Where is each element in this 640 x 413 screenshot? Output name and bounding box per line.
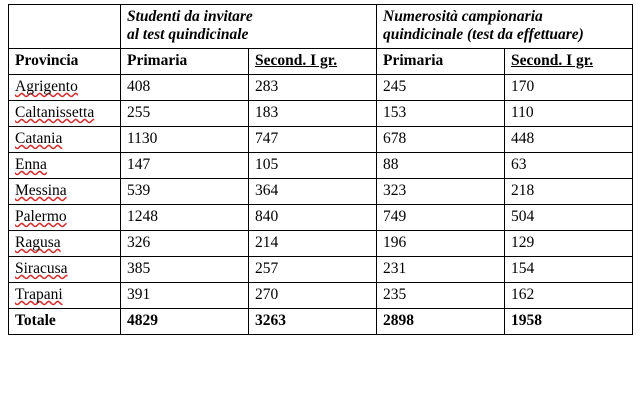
cell-invitare-secondaria: 364 bbox=[249, 178, 377, 204]
group-header-invitare-line2: al test quindicinale bbox=[127, 25, 249, 43]
cell-invitare-secondaria: 183 bbox=[249, 100, 377, 126]
cell-invitare-secondaria: 257 bbox=[249, 256, 377, 282]
cell-campionaria-secondaria: 170 bbox=[505, 74, 633, 100]
group-header-invitare-line1: Studenti da invitare bbox=[127, 8, 253, 25]
cell-campionaria-secondaria: 154 bbox=[505, 256, 633, 282]
cell-provincia: Ragusa bbox=[9, 230, 121, 256]
table-container bbox=[8, 4, 632, 335]
cell-invitare-secondaria: 214 bbox=[249, 230, 377, 256]
cell-campionaria-primaria: 196 bbox=[377, 230, 505, 256]
table-row bbox=[9, 178, 633, 204]
cell-provincia: Siracusa bbox=[9, 256, 121, 282]
group-header-row bbox=[9, 5, 633, 49]
cell-total-campionaria-primaria: 2898 bbox=[377, 308, 505, 334]
cell-invitare-secondaria: 747 bbox=[249, 126, 377, 152]
cell-total-invitare-primaria: 4829 bbox=[121, 308, 249, 334]
cell-invitare-primaria: 391 bbox=[121, 282, 249, 308]
table-row bbox=[9, 204, 633, 230]
cell-campionaria-secondaria: 504 bbox=[505, 204, 633, 230]
cell-provincia: Enna bbox=[9, 152, 121, 178]
cell-invitare-primaria: 255 bbox=[121, 100, 249, 126]
table-total-row bbox=[9, 308, 633, 334]
cell-provincia: Agrigento bbox=[9, 74, 121, 100]
table-row bbox=[9, 100, 633, 126]
cell-campionaria-primaria: 88 bbox=[377, 152, 505, 178]
column-header-invitare-secondaria: Second. I gr. bbox=[249, 48, 377, 74]
table-row bbox=[9, 230, 633, 256]
group-header-invitare bbox=[121, 5, 377, 49]
cell-invitare-primaria: 326 bbox=[121, 230, 249, 256]
column-header-row bbox=[9, 48, 633, 74]
cell-campionaria-primaria: 235 bbox=[377, 282, 505, 308]
cell-campionaria-primaria: 153 bbox=[377, 100, 505, 126]
cell-invitare-primaria: 1248 bbox=[121, 204, 249, 230]
cell-invitare-primaria: 147 bbox=[121, 152, 249, 178]
cell-campionaria-primaria: 749 bbox=[377, 204, 505, 230]
cell-campionaria-secondaria: 448 bbox=[505, 126, 633, 152]
column-header-campionaria-primaria: Primaria bbox=[377, 48, 505, 74]
cell-invitare-primaria: 385 bbox=[121, 256, 249, 282]
cell-invitare-primaria: 1130 bbox=[121, 126, 249, 152]
group-header-campionaria-line2: quindicinale (test da effettuare) bbox=[383, 25, 584, 43]
cell-provincia: Caltanissetta bbox=[9, 100, 121, 126]
cell-invitare-secondaria: 270 bbox=[249, 282, 377, 308]
cell-total-campionaria-secondaria: 1958 bbox=[505, 308, 633, 334]
table-row bbox=[9, 282, 633, 308]
group-header-campionaria-line1: Numerosità campionaria bbox=[383, 8, 543, 25]
cell-invitare-secondaria: 840 bbox=[249, 204, 377, 230]
table-row bbox=[9, 74, 633, 100]
cell-provincia: Messina bbox=[9, 178, 121, 204]
cell-campionaria-secondaria: 129 bbox=[505, 230, 633, 256]
students-table bbox=[8, 4, 633, 335]
cell-campionaria-primaria: 231 bbox=[377, 256, 505, 282]
cell-total-invitare-secondaria: 3263 bbox=[249, 308, 377, 334]
cell-total-label: Totale bbox=[9, 308, 121, 334]
cell-provincia: Trapani bbox=[9, 282, 121, 308]
column-header-invitare-primaria: Primaria bbox=[121, 48, 249, 74]
corner-cell bbox=[9, 5, 121, 49]
cell-campionaria-secondaria: 63 bbox=[505, 152, 633, 178]
cell-campionaria-primaria: 678 bbox=[377, 126, 505, 152]
column-header-campionaria-secondaria: Second. I gr. bbox=[505, 48, 633, 74]
table-row bbox=[9, 126, 633, 152]
cell-campionaria-primaria: 323 bbox=[377, 178, 505, 204]
cell-provincia: Palermo bbox=[9, 204, 121, 230]
cell-invitare-secondaria: 105 bbox=[249, 152, 377, 178]
cell-invitare-secondaria: 283 bbox=[249, 74, 377, 100]
cell-provincia: Catania bbox=[9, 126, 121, 152]
table-row bbox=[9, 152, 633, 178]
cell-campionaria-secondaria: 162 bbox=[505, 282, 633, 308]
table-row bbox=[9, 256, 633, 282]
cell-campionaria-secondaria: 110 bbox=[505, 100, 633, 126]
cell-invitare-primaria: 408 bbox=[121, 74, 249, 100]
cell-campionaria-secondaria: 218 bbox=[505, 178, 633, 204]
cell-campionaria-primaria: 245 bbox=[377, 74, 505, 100]
column-header-provincia: Provincia bbox=[9, 48, 121, 74]
cell-invitare-primaria: 539 bbox=[121, 178, 249, 204]
group-header-campionaria bbox=[377, 5, 633, 49]
